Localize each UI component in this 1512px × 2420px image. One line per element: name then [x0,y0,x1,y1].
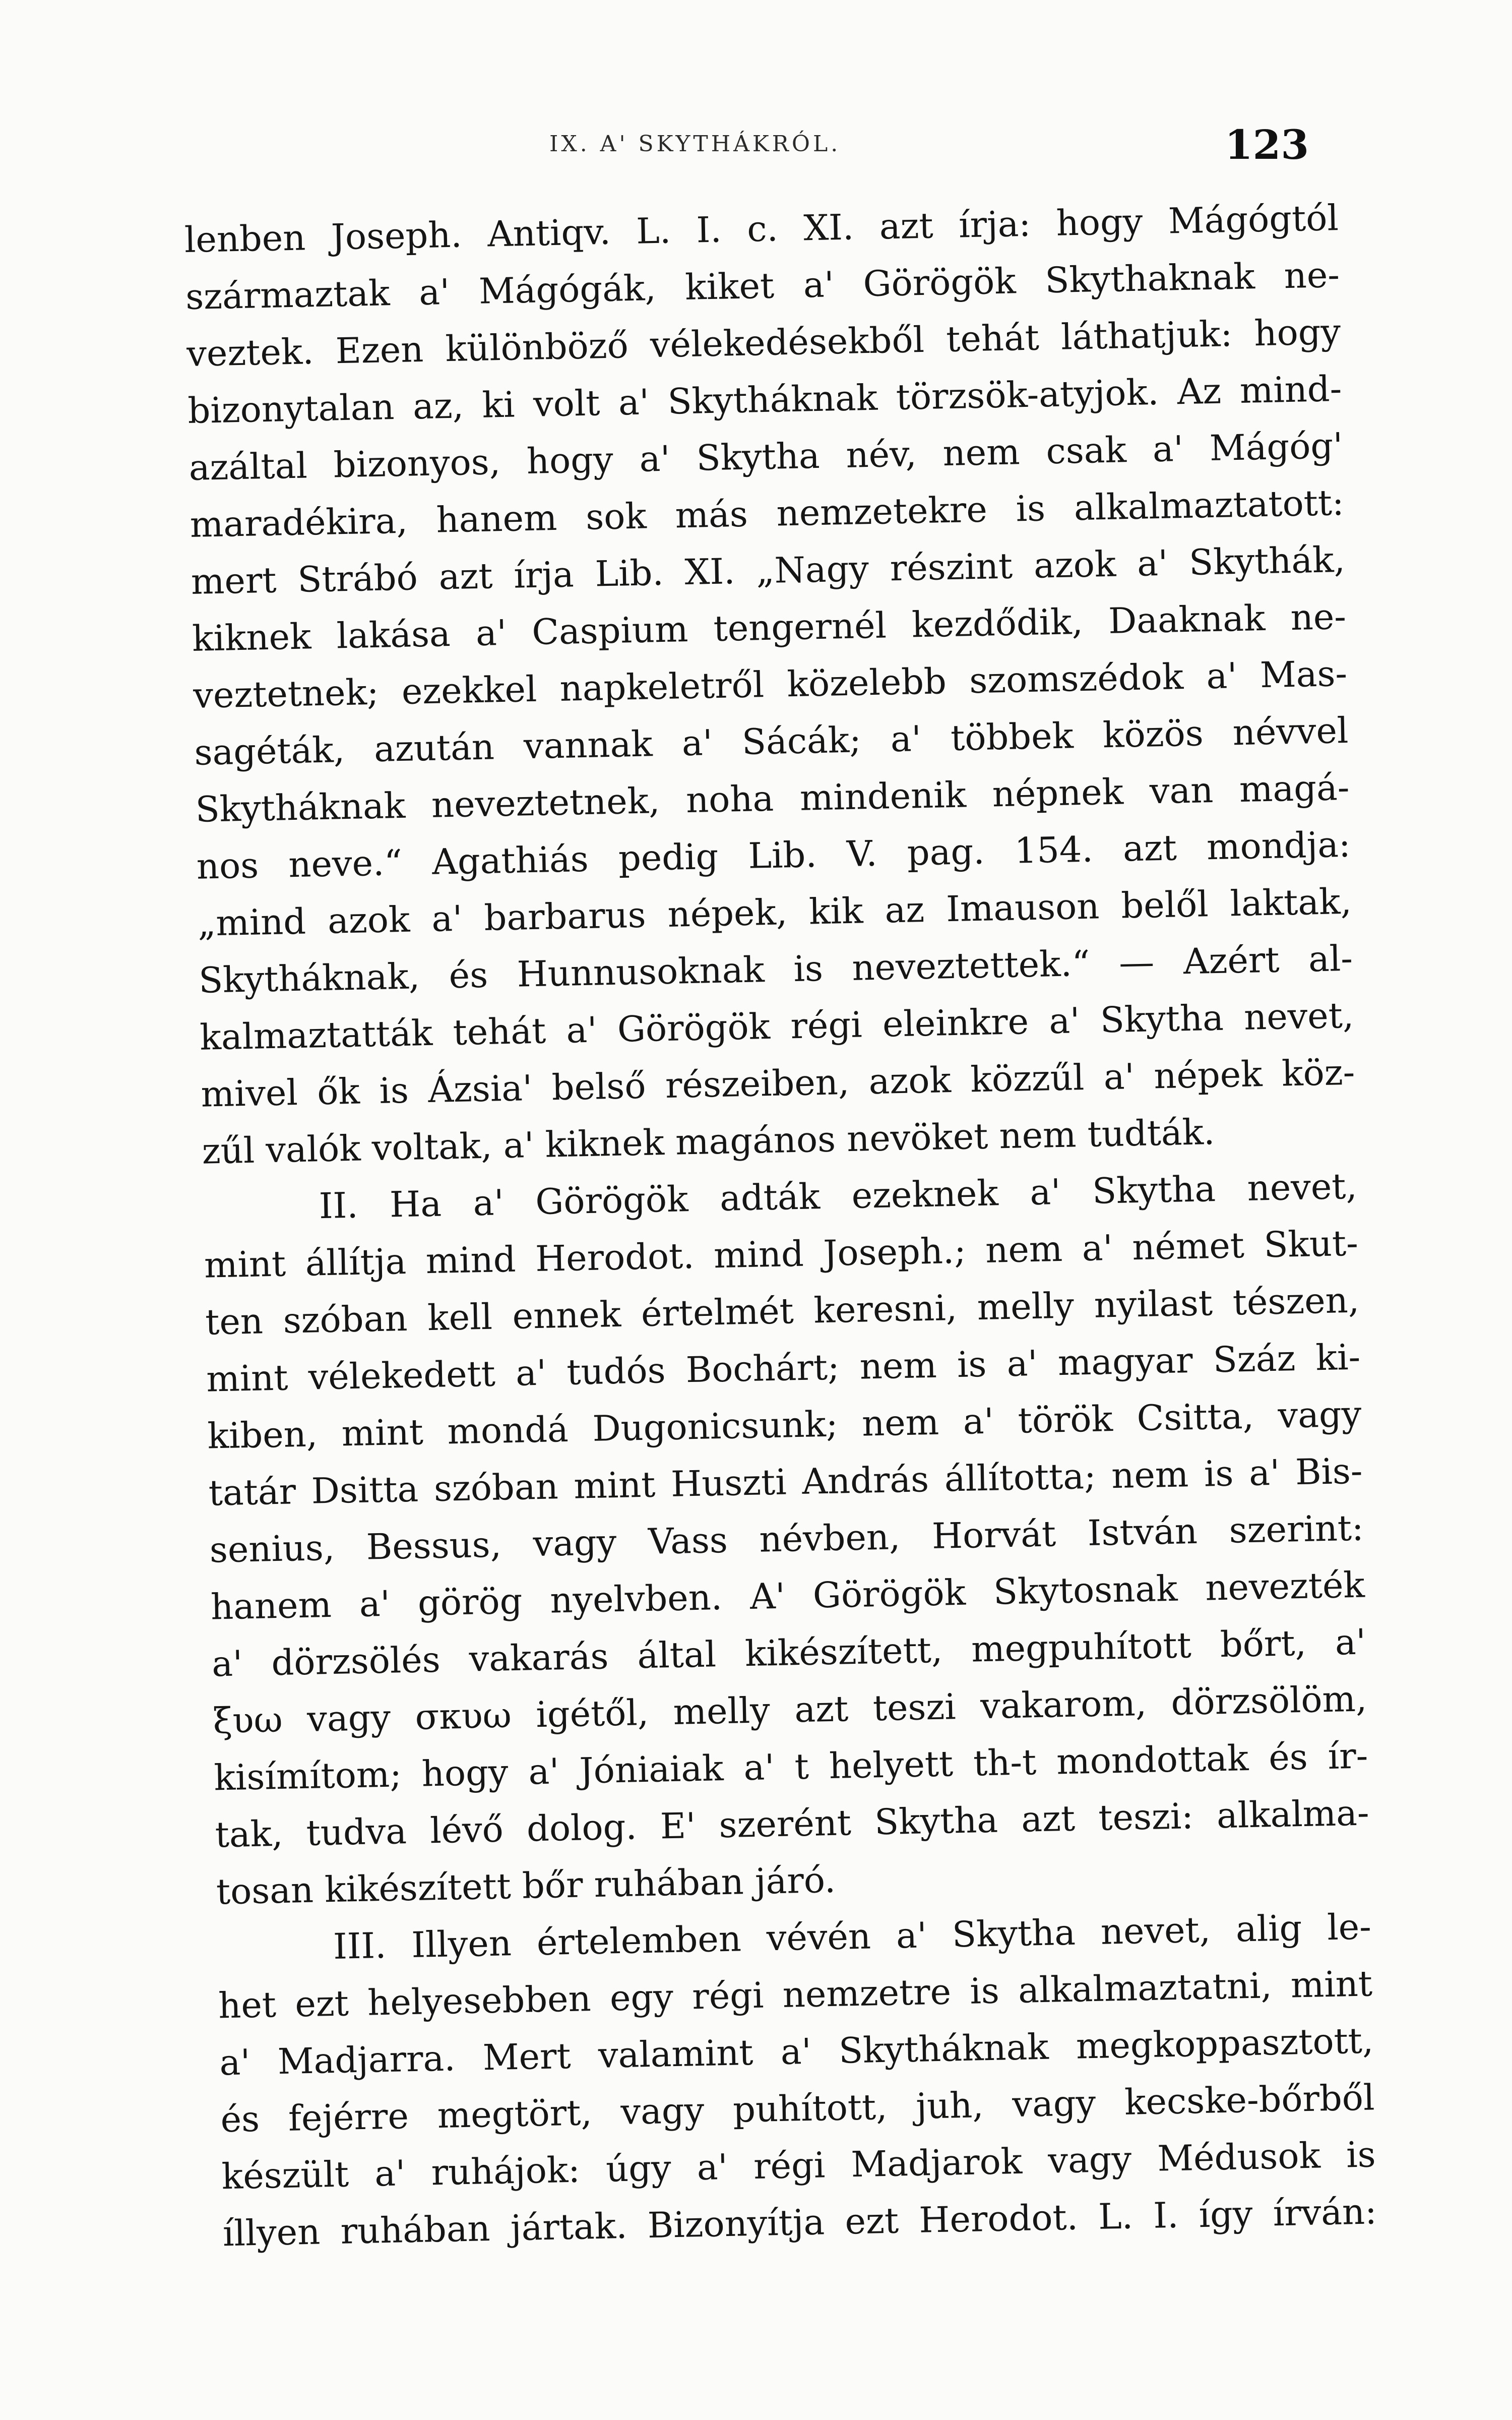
text-line: veztetnek; ezekkel napkeletről közelebb szomszédok a' Mas- [193,652,1348,716]
text-line: „mind azok a' barbarus népek, kik az Imauson belől laktak, [197,880,1352,944]
text-line: ten szóban kell ennek értelmét keresni, melly nyilast tészen, [205,1279,1360,1343]
text-line: senius, Bessus, vagy Vass névben, Horvát István szerint: [209,1507,1364,1571]
running-head: IX. A' SKYTHÁKRÓL. [549,131,841,157]
text-line: mint állítja mind Herodot. mind Joseph.; nem a' német Skut- [204,1222,1359,1286]
text-line: tosan kikészített bőr ruhában járó. [216,1859,836,1913]
section-start-line: III. Illyen értelemben vévén a' Skytha nevet, alig le- [333,1906,1372,1967]
text-line: Skytháknak, és Hunnusoknak is neveztettek.“ — Azért al- [198,937,1353,1001]
text-line: maradékira, hanem sok más nemzetekre is alkalmaztatott: [190,481,1345,546]
text-line: tatár Dsitta szóban mint Huszti András állította; nem is a' Bis- [208,1450,1363,1514]
text-line: készült a' ruhájok: úgy a' régi Madjarok vagy Médusok is [221,2134,1376,2198]
text-line: zűl valók voltak, a' kiknek magános nevöket nem tudták. [201,1111,1215,1172]
text-line: azáltal bizonyos, hogy a' Skytha név, nem csak a' Mágóg' [188,425,1344,489]
text-line: a' dörzsölés vakarás által kikészített, megpuhított bőrt, a' [211,1621,1366,1685]
text-line: mint vélekedett a' tudós Bochárt; nem is a' magyar Száz ki- [206,1336,1361,1400]
text-line: lenben Joseph. Antiqv. L. I. c. XI. azt írja: hogy Mágógtól [184,197,1339,261]
text-line: származtak a' Mágógák, kiket a' Görögök Skythaknak ne- [185,254,1340,318]
text-line: kisímítom; hogy a' Jóniaiak a' t helyett th-t mondottak és ír- [213,1735,1369,1799]
text-line: hanem a' görög nyelvben. A' Görögök Skytosnak nevezték [210,1564,1365,1628]
text-line: a' Madjarra. Mert valamint a' Skytháknak megkoppasztott, [219,2020,1374,2084]
body-text [184,190,1377,2262]
text-line: sagéták, azután vannak a' Sácák; a' többek közös névvel [194,709,1349,773]
text-line: mert Strábó azt írja Lib. XI. „Nagy részint azok a' Skythák, [191,538,1346,602]
text-line: mivel ők is Ázsia' belső részeiben, azok közzűl a' népek köz- [200,1051,1355,1115]
text-line: és fejérre megtört, vagy puhított, juh, vagy kecske-bőrből [220,2077,1375,2141]
page-header [0,121,1512,182]
text-line: ξυω vagy σκυω igétől, melly azt teszi vakarom, dörzsölöm, [212,1678,1367,1742]
text-line: het ezt helyesebben egy régi nemzetre is alkalmaztatni, mint [218,1963,1373,2027]
text-line: nos neve.“ Agathiás pedig Lib. V. pag. 154. azt mondja: [196,823,1351,887]
text-line: bizonytalan az, ki volt a' Skytháknak törzsök-atyjok. Az mind- [187,368,1342,432]
text-line: kiknek lakása a' Caspium tengernél kezdődik, Daaknak ne- [192,595,1347,659]
text-line: íllyen ruhában jártak. Bizonyítja ezt Herodot. L. I. így írván: [222,2191,1377,2255]
text-line: tak, tudva lévő dolog. E' szerént Skytha azt teszi: alkalma- [215,1792,1370,1856]
text-line: veztek. Ezen különböző vélekedésekből tehát láthatjuk: hogy [186,311,1341,375]
text-line: Skytháknak neveztetnek, noha mindenik népnek van magá- [195,766,1350,830]
text-line: kalmaztatták tehát a' Görögök régi eleinkre a' Skytha nevet, [199,994,1354,1058]
page-number: 123 [1225,121,1309,168]
section-start-line: II. Ha a' Görögök adták ezeknek a' Skytha nevet, [319,1165,1358,1227]
text-line: kiben, mint mondá Dugonicsunk; nem a' török Csitta, vagy [207,1393,1362,1457]
